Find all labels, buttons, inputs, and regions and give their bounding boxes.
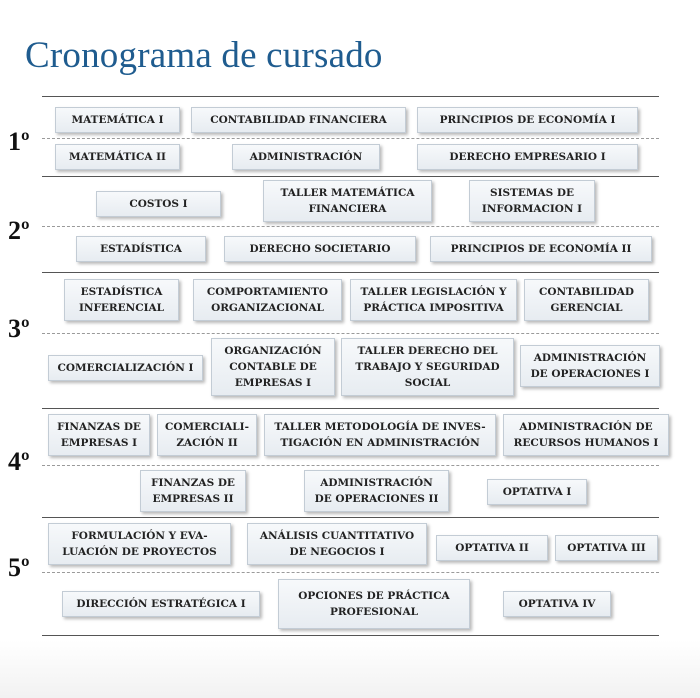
separator-4-5 [42, 517, 659, 518]
subject-box: ADMINISTRACIÓN DE OPERACIONES II [304, 470, 449, 512]
page-title: Cronograma de cursado [25, 35, 383, 76]
subject-box: FINANZAS DE EMPRESAS I [48, 414, 150, 456]
separator-2-3 [42, 272, 659, 273]
subject-box: TALLER LEGISLACIÓN Y PRÁCTICA IMPOSITIVA [350, 279, 517, 321]
subject-box: MATEMÁTICA II [55, 144, 180, 170]
separator-3-4 [42, 408, 659, 409]
subject-box: OPTATIVA I [487, 479, 587, 505]
subject-box: OPCIONES DE PRÁCTICA PROFESIONAL [278, 579, 470, 629]
subject-box: OPTATIVA III [555, 535, 658, 561]
separator-1-2 [42, 176, 659, 177]
dash-year-5 [42, 572, 659, 573]
subject-box: COMPORTAMIENTO ORGANIZACIONAL [193, 279, 342, 321]
year-label-1: 1º [8, 127, 30, 156]
subject-box: COMERCIALI- ZACIÓN II [157, 414, 257, 456]
subject-box: OPTATIVA II [436, 535, 548, 561]
subject-box: TALLER METODOLOGÍA DE INVES- TIGACIÓN EN ADMINISTRACIÓN [264, 414, 496, 456]
subject-box: ANÁLISIS CUANTITATIVO DE NEGOCIOS I [247, 523, 427, 565]
subject-box: PRINCIPIOS DE ECONOMÍA II [430, 236, 652, 262]
subject-box: ESTADÍSTICA [76, 236, 206, 262]
subject-box: DIRECCIÓN ESTRATÉGICA I [62, 591, 260, 617]
subject-box: CONTABILIDAD GERENCIAL [524, 279, 649, 321]
subject-box: CONTABILIDAD FINANCIERA [191, 107, 406, 133]
separator-bottom [42, 635, 659, 636]
subject-box: DERECHO EMPRESARIO I [417, 144, 638, 170]
bottom-fade [0, 640, 700, 698]
subject-box: OPTATIVA IV [503, 591, 611, 617]
subject-box: FORMULACIÓN Y EVA- LUACIÓN DE PROYECTOS [48, 523, 231, 565]
dash-year-3 [42, 333, 659, 334]
subject-box: ORGANIZACIÓN CONTABLE DE EMPRESAS I [211, 338, 335, 396]
subject-box: COMERCIALIZACIÓN I [48, 355, 203, 381]
dash-year-1 [42, 138, 659, 139]
subject-box: TALLER MATEMÁTICA FINANCIERA [263, 180, 432, 222]
subject-box: COSTOS I [96, 191, 221, 217]
year-label-5: 5º [8, 553, 30, 582]
subject-box: ADMINISTRACIÓN DE OPERACIONES I [520, 345, 660, 387]
year-label-2: 2º [8, 216, 30, 245]
subject-box: ADMINISTRACIÓN DE RECURSOS HUMANOS I [503, 414, 669, 456]
subject-box: ESTADÍSTICA INFERENCIAL [64, 279, 179, 321]
dash-year-2 [42, 226, 659, 227]
subject-box: TALLER DERECHO DEL TRABAJO Y SEGURIDAD SOCIAL [341, 338, 514, 396]
subject-box: SISTEMAS DE INFORMACION I [469, 180, 595, 222]
subject-box: MATEMÁTICA I [55, 107, 180, 133]
separator-top [42, 96, 659, 97]
subject-box: PRINCIPIOS DE ECONOMÍA I [417, 107, 638, 133]
subject-box: ADMINISTRACIÓN [232, 144, 380, 170]
dash-year-4 [42, 465, 659, 466]
subject-box: DERECHO SOCIETARIO [224, 236, 416, 262]
subject-box: FINANZAS DE EMPRESAS II [140, 470, 246, 512]
year-label-4: 4º [8, 447, 30, 476]
year-label-3: 3º [8, 314, 30, 343]
